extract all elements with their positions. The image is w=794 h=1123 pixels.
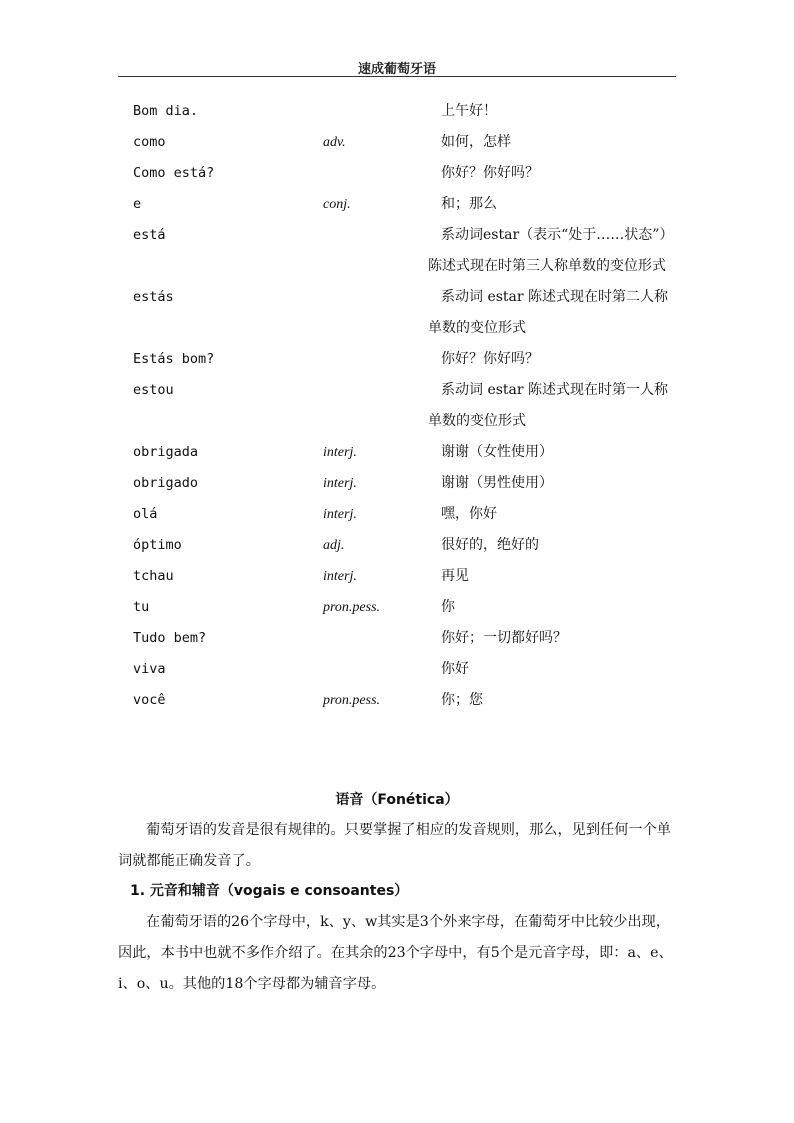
vocab-word: olá <box>133 506 158 522</box>
vocab-row <box>133 592 678 623</box>
vocab-meaning: 你 <box>441 599 455 615</box>
intro-paragraph: 葡萄牙语的发音是很有规律的。只要掌握了相应的发音规则，那么，见到任何一个单词就都能正确发音了。 <box>118 822 671 869</box>
vocab-word: Tudo bem? <box>133 630 207 646</box>
vocab-meaning: 系动词 estar 陈述式现在时第一人称单数的变位形式 <box>428 382 669 429</box>
vocab-word: viva <box>133 661 166 677</box>
vocab-word: tu <box>133 599 150 615</box>
vocab-meaning: 很好的，绝好的 <box>441 537 539 553</box>
vocab-meaning: 上午好！ <box>441 103 497 119</box>
vocab-word: estou <box>133 382 174 398</box>
vocab-meaning: 嘿，你好 <box>441 506 497 522</box>
vocab-row <box>133 282 678 344</box>
vocab-row <box>133 499 678 530</box>
vocab-meaning: 你；您 <box>441 692 483 708</box>
vocab-word: obrigada <box>133 444 199 460</box>
vocab-row <box>133 96 678 127</box>
vocab-row <box>133 530 678 561</box>
vocab-meaning: 和；那么 <box>441 196 497 212</box>
section-title: 语音（Fonética） <box>335 792 459 808</box>
vocab-meaning: 再见 <box>441 568 469 584</box>
vocab-row <box>133 158 678 189</box>
vocab-row <box>133 654 678 685</box>
vocab-row <box>133 220 678 282</box>
vocab-pos: interj. <box>323 507 357 522</box>
vocab-word: e <box>133 196 142 212</box>
body-paragraph: 在葡萄牙语的26个字母中，k、y、w其实是3个外来字母，在葡萄牙中比较少出现，因此，本书中也就不多作介绍了。在其余的23个字母中，有5个是元音字母，即：a、e、i、o、u。其他的18个字母都为辅音字母。 <box>118 914 673 992</box>
vocab-word: está <box>133 227 166 243</box>
vocab-pos: interj. <box>323 445 357 460</box>
subheading: 1. 元音和辅音（vogais e consoantes） <box>130 883 409 899</box>
vocab-word: estás <box>133 289 174 305</box>
vocab-word: obrigado <box>133 475 199 491</box>
vocab-row <box>133 468 678 499</box>
vocab-row <box>133 685 678 716</box>
vocab-meaning: 你好？你好吗？ <box>441 351 539 367</box>
vocab-word: você <box>133 692 166 708</box>
vocab-row <box>133 375 678 437</box>
vocab-pos: interj. <box>323 476 357 491</box>
header-divider <box>118 76 676 77</box>
vocab-meaning: 系动词 estar 陈述式现在时第二人称单数的变位形式 <box>428 289 669 336</box>
vocab-meaning: 谢谢（男性使用） <box>441 475 553 491</box>
vocab-word: óptimo <box>133 537 182 553</box>
vocab-pos: interj. <box>323 569 357 584</box>
vocab-word: como <box>133 134 166 150</box>
vocab-meaning: 系动词estar（表示“处于……状态”）陈述式现在时第三人称单数的变位形式 <box>428 227 674 274</box>
vocab-word: Como está? <box>133 165 215 181</box>
vocab-row <box>133 127 678 158</box>
vocab-row <box>133 623 678 654</box>
vocab-meaning: 你好；一切都好吗？ <box>441 630 567 646</box>
vocab-pos: pron.pess. <box>323 600 381 615</box>
vocab-pos: conj. <box>323 197 351 212</box>
vocab-meaning: 谢谢（女性使用） <box>441 444 553 460</box>
vocab-row <box>133 437 678 468</box>
running-header: 速成葡萄牙语 <box>357 62 436 77</box>
vocab-meaning: 你好？你好吗？ <box>441 165 539 181</box>
vocab-row <box>133 344 678 375</box>
vocab-row <box>133 189 678 220</box>
vocabulary-list <box>133 96 678 716</box>
vocab-pos: adj. <box>323 538 345 553</box>
vocab-meaning: 如何，怎样 <box>441 134 511 150</box>
vocab-word: Bom dia. <box>133 103 199 119</box>
vocab-word: tchau <box>133 568 174 584</box>
vocab-meaning: 你好 <box>441 661 469 677</box>
vocab-pos: adv. <box>323 135 346 150</box>
vocab-row <box>133 561 678 592</box>
vocab-word: Estás bom? <box>133 351 215 367</box>
vocab-pos: pron.pess. <box>323 693 381 708</box>
